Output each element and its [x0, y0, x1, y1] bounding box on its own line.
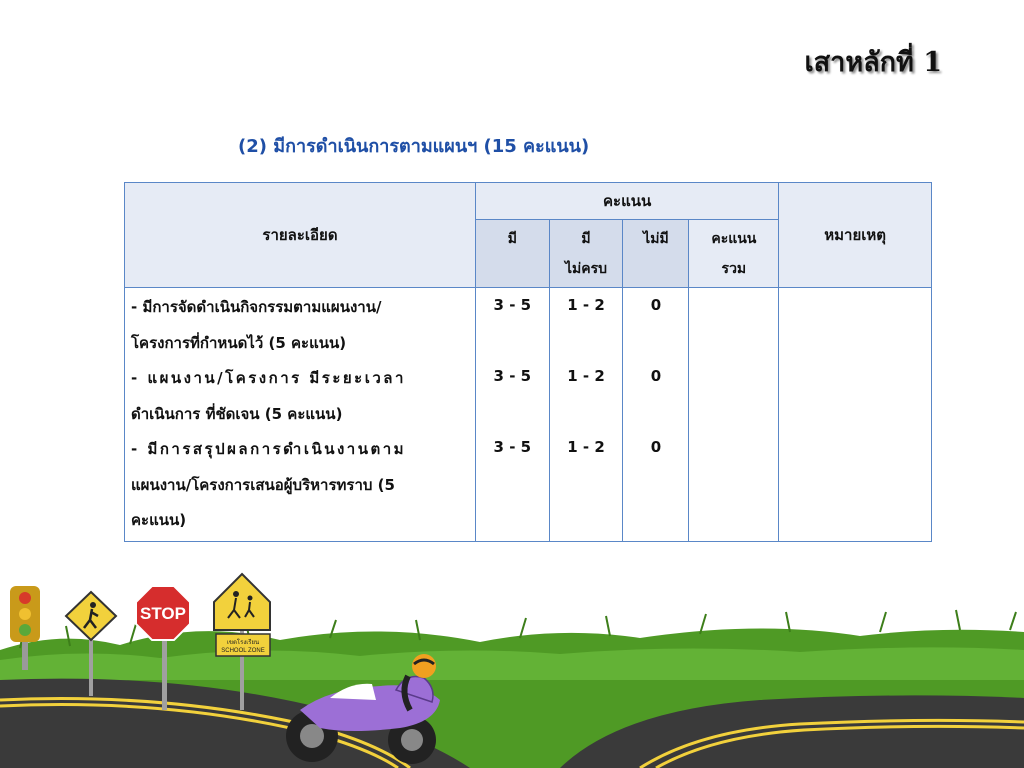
have-value: 3 - 5: [493, 438, 532, 456]
header-incomplete-line2: ไม่ครบ: [565, 261, 608, 277]
incomplete-value: 1 - 2: [567, 296, 605, 314]
detail-line: - มีการสรุปผลการดำเนินงานตาม: [131, 440, 407, 458]
detail-cell: [125, 288, 476, 542]
section-heading: (2) มีการดำเนินการตามแผนฯ (15 คะแนน): [238, 136, 590, 157]
header-total-line2: รวม: [721, 261, 747, 277]
none-value: 0: [650, 438, 662, 456]
header-total-line1: คะแนน: [711, 231, 757, 247]
none-value: 0: [650, 367, 662, 385]
header-score-group: คะแนน: [476, 183, 779, 220]
incomplete-value: 1 - 2: [567, 438, 605, 456]
detail-line: โครงการที่กำหนดไว้ (5 คะแนน): [131, 333, 347, 352]
have-cell: [476, 288, 550, 542]
school-zone-thai-text: เขตโรงเรียน: [226, 639, 260, 646]
header-remark: หมายเหตุ: [779, 183, 932, 288]
school-zone-en-text: SCHOOL ZONE: [221, 648, 265, 654]
incomplete-cell: [549, 288, 623, 542]
table-row: [125, 288, 932, 542]
detail-line: - แผนงาน/โครงการ มีระยะเวลา: [131, 369, 406, 387]
detail-line: คะแนน): [131, 511, 187, 529]
score-table: [124, 182, 932, 542]
header-none: ไม่มี: [623, 220, 689, 288]
header-have: มี: [476, 220, 550, 288]
header-incomplete: [549, 220, 623, 288]
detail-line: แผนงาน/โครงการเสนอผู้บริหารทราบ (5: [131, 475, 395, 494]
header-total: [689, 220, 779, 288]
remark-cell: [779, 288, 932, 542]
none-value: 0: [650, 296, 662, 314]
slide-title: เสาหลักที่ 1: [804, 47, 942, 78]
header-incomplete-line1: มี: [581, 231, 591, 247]
none-cell: [623, 288, 689, 542]
have-value: 3 - 5: [493, 296, 532, 314]
have-value: 3 - 5: [493, 367, 532, 385]
stop-sign-text: STOP: [140, 604, 186, 623]
detail-line: - มีการจัดดำเนินกิจกรรมตามแผนงาน/: [131, 298, 382, 316]
total-cell: [689, 288, 779, 542]
road-scene-illustration: [0, 560, 1024, 768]
detail-line: ดำเนินการ ที่ชัดเจน (5 คะแนน): [131, 404, 343, 423]
header-detail: รายละเอียด: [125, 183, 476, 288]
incomplete-value: 1 - 2: [567, 367, 605, 385]
